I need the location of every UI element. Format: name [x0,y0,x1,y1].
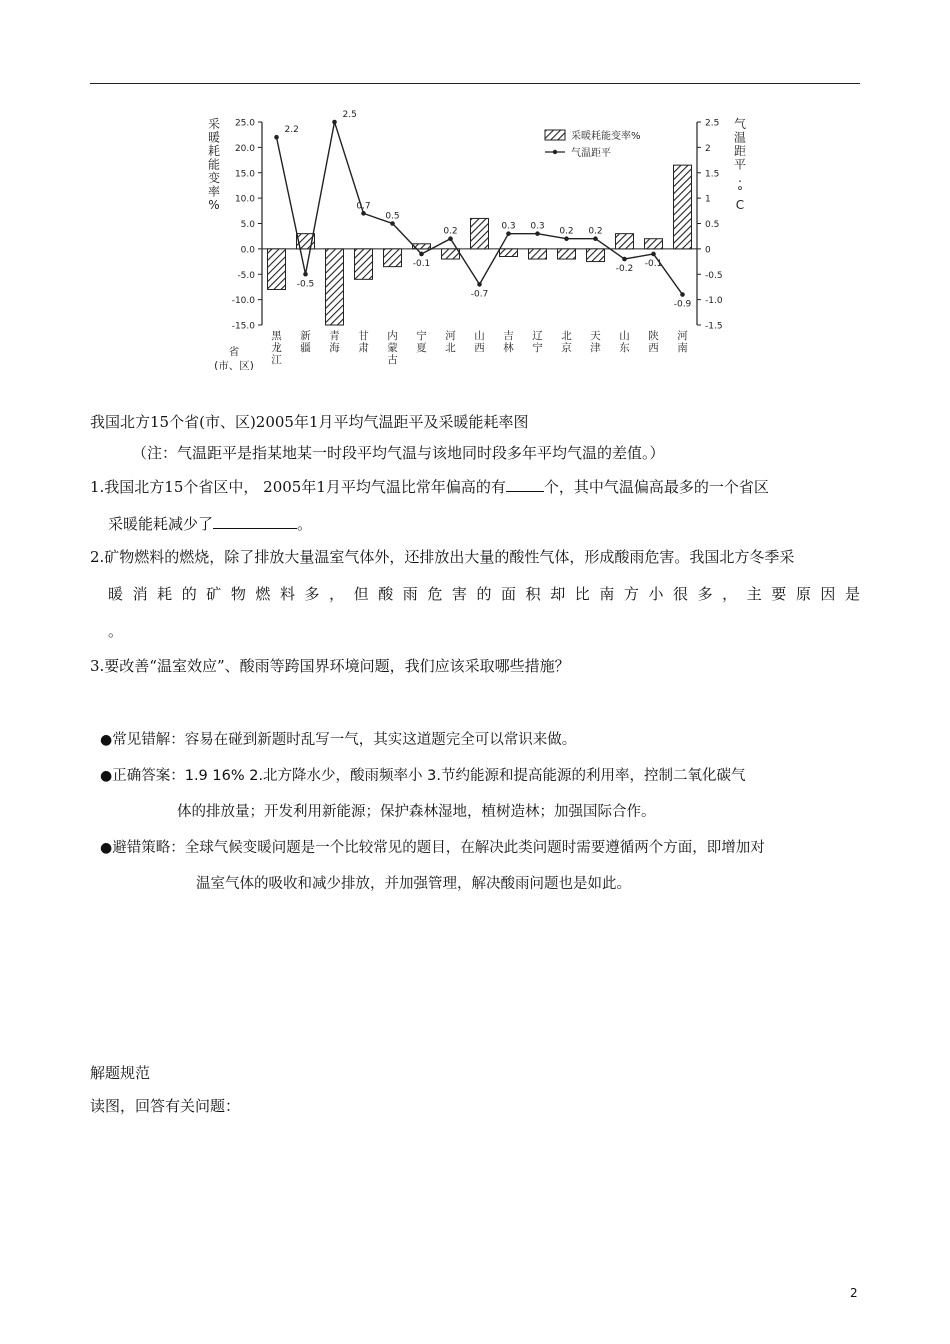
energy-bar [645,239,663,249]
temperature-data-label: -0.9 [673,299,692,310]
province-label: 河北 [445,330,456,354]
temperature-point [332,120,337,125]
temperature-data-label: 2.5 [342,110,357,120]
left-tick-label: 0.0 [240,245,255,256]
temperature-point [303,272,308,277]
question-2-line1: 2.矿物燃料的燃烧，除了排放大量温室气体外，还排放出大量的酸性气体，形成酸雨危害。我国北方冬季采 [90,548,795,566]
energy-bar [384,249,402,267]
temperature-data-label: 2.2 [284,125,299,136]
temperature-point [680,292,685,297]
temperature-point [419,252,424,257]
section-title: 解题规范 [90,1064,151,1082]
bullet-icon: ● [100,840,113,856]
temperature-data-label: 0.5 [385,211,400,222]
right-tick-label: 0.5 [705,220,720,230]
energy-bar [268,249,286,290]
temperature-data-label: -0.1 [412,258,431,269]
right-tick-label: -1.0 [705,296,723,307]
right-tick-label: 2 [705,143,711,154]
chart-caption: 我国北方15个省(市、区)2005年1月平均气温距平及采暖能耗率图 [90,413,529,431]
temperature-data-label: 0.2 [588,226,603,237]
temperature-point [506,231,511,236]
right-tick-label: 2.5 [705,118,720,129]
temperature-data-label: 0.2 [559,226,574,237]
header-rule [90,83,860,84]
q1-blank-count[interactable] [506,477,544,492]
right-tick-label: -1.5 [705,321,723,332]
energy-bar [558,249,576,259]
question-3: 3.要改善“温室效应”、酸雨等跨国界环境问题，我们应该采取哪些措施？ [90,657,570,675]
legend-line-dot [553,150,557,154]
temperature-data-label: 0.3 [530,221,545,232]
temperature-point [477,282,482,287]
left-axis-title: 采暖耗能变率% [207,117,221,212]
temperature-point [564,236,569,241]
left-tick-label: -5.0 [237,270,255,281]
province-label: 山东 [619,330,630,354]
energy-bar [355,249,373,279]
error-strategy-text: 避错策略：全球气候变暖问题是一个比较常见的题目，在解决此类问题时需要遵循两个方面，即增加对 [112,840,765,856]
province-header-sub: (市、区) [214,360,254,370]
energy-bar [442,249,460,259]
temperature-data-label: -0.1 [644,258,663,269]
province-label: 内蒙古 [387,330,398,366]
bullet-icon: ● [100,768,113,784]
province-label: 河南 [677,330,688,354]
common-error [100,730,576,750]
temperature-data-label: -0.5 [296,279,315,290]
right-tick-label: 0 [705,245,711,256]
q1-blank-percent[interactable] [213,514,297,529]
correct-answer-text: 正确答案：1.9 16% 2.北方降水少，酸雨频率小 3.节约能源和提高能源的利用率，控制二氧化碳气 [112,768,746,784]
temperature-point [622,257,627,262]
correct-answer-cont: 体的排放量；开发利用新能源；保护森林湿地，植树造林；加强国际合作。 [177,804,656,820]
province-label: 黑龙江 [271,330,282,366]
legend-bar-swatch [545,130,565,140]
question-1-cont [108,514,312,534]
page-number: 2 [850,1286,858,1300]
province-label: 辽宁 [532,330,543,354]
error-strategy [100,838,765,858]
chart-note: （注：气温距平是指某地某一时段平均气温与该地同时段多年平均气温的差值。） [132,444,665,462]
right-tick-label: 1.5 [705,169,720,180]
legend-line-label: 气温距平 [571,148,611,159]
temperature-point [361,211,366,216]
q1-text-b: 个，其中气温偏高最多的一个省区 [543,478,769,496]
left-tick-label: 20.0 [234,143,255,154]
province-label: 宁夏 [416,330,427,354]
left-tick-label: 10.0 [234,194,255,205]
temperature-data-label: 0.3 [501,221,516,232]
province-label: 吉林 [503,330,514,354]
left-tick-label: -15.0 [231,321,255,332]
temperature-data-label: -0.7 [470,289,489,300]
left-tick-label: -10.0 [231,296,255,307]
province-label: 甘肃 [358,330,369,354]
common-error-text: 常见错解：容易在碰到新题时乱写一气，其实这道题完全可以常识来做。 [112,732,577,748]
q1-text-a: 1.我国北方15个省区中， 2005年1月平均气温比常年偏高的有 [90,478,506,496]
energy-bar [674,165,692,249]
question-2-line2: 暖消耗的矿物燃料多，但酸雨危害的面积却比南方小很多，主要原因是 [108,585,860,603]
temperature-data-label: 0.7 [356,201,371,212]
energy-bar [529,249,547,259]
province-label: 北京 [561,330,572,354]
province-label: 天津 [590,330,601,354]
energy-bar [500,249,518,257]
energy-bar [326,249,344,325]
temperature-point [651,252,656,257]
temperature-data-label: 0.2 [443,226,458,237]
right-tick-label: -0.5 [705,270,723,281]
province-label: 陕西 [648,330,659,354]
province-label: 新疆 [300,330,311,354]
energy-bar [471,218,489,248]
temperature-energy-chart [200,108,760,370]
province-label: 青海 [329,330,340,354]
left-tick-label: 25.0 [234,118,255,129]
left-tick-label: 5.0 [240,220,255,230]
right-tick-label: 1 [705,194,711,205]
temperature-point [274,135,279,140]
temperature-point [593,236,598,241]
q1-text-c: 采暖能耗减少了 [108,515,214,533]
temperature-point [535,231,540,236]
error-strategy-cont: 温室气体的吸收和减少排放，并加强管理，解决酸雨问题也是如此。 [196,876,631,892]
instruction: 读图，回答有关问题： [90,1097,241,1115]
correct-answer [100,766,746,786]
bullet-icon: ● [100,732,113,748]
right-axis-title: 气温距平. ° C [733,117,747,212]
energy-bar [587,249,605,262]
temperature-point [448,236,453,241]
temperature-point [390,221,395,226]
energy-bar [616,234,634,249]
left-tick-label: 15.0 [234,169,255,180]
temperature-data-label: -0.2 [615,264,634,275]
question-1 [90,477,769,497]
question-2-blank-end: 。 [108,622,124,640]
province-header: 省 [228,346,240,358]
legend-bar-label: 采暖耗能变率% [571,131,641,142]
province-label: 山西 [474,330,485,354]
q1-text-d: 。 [297,515,313,533]
